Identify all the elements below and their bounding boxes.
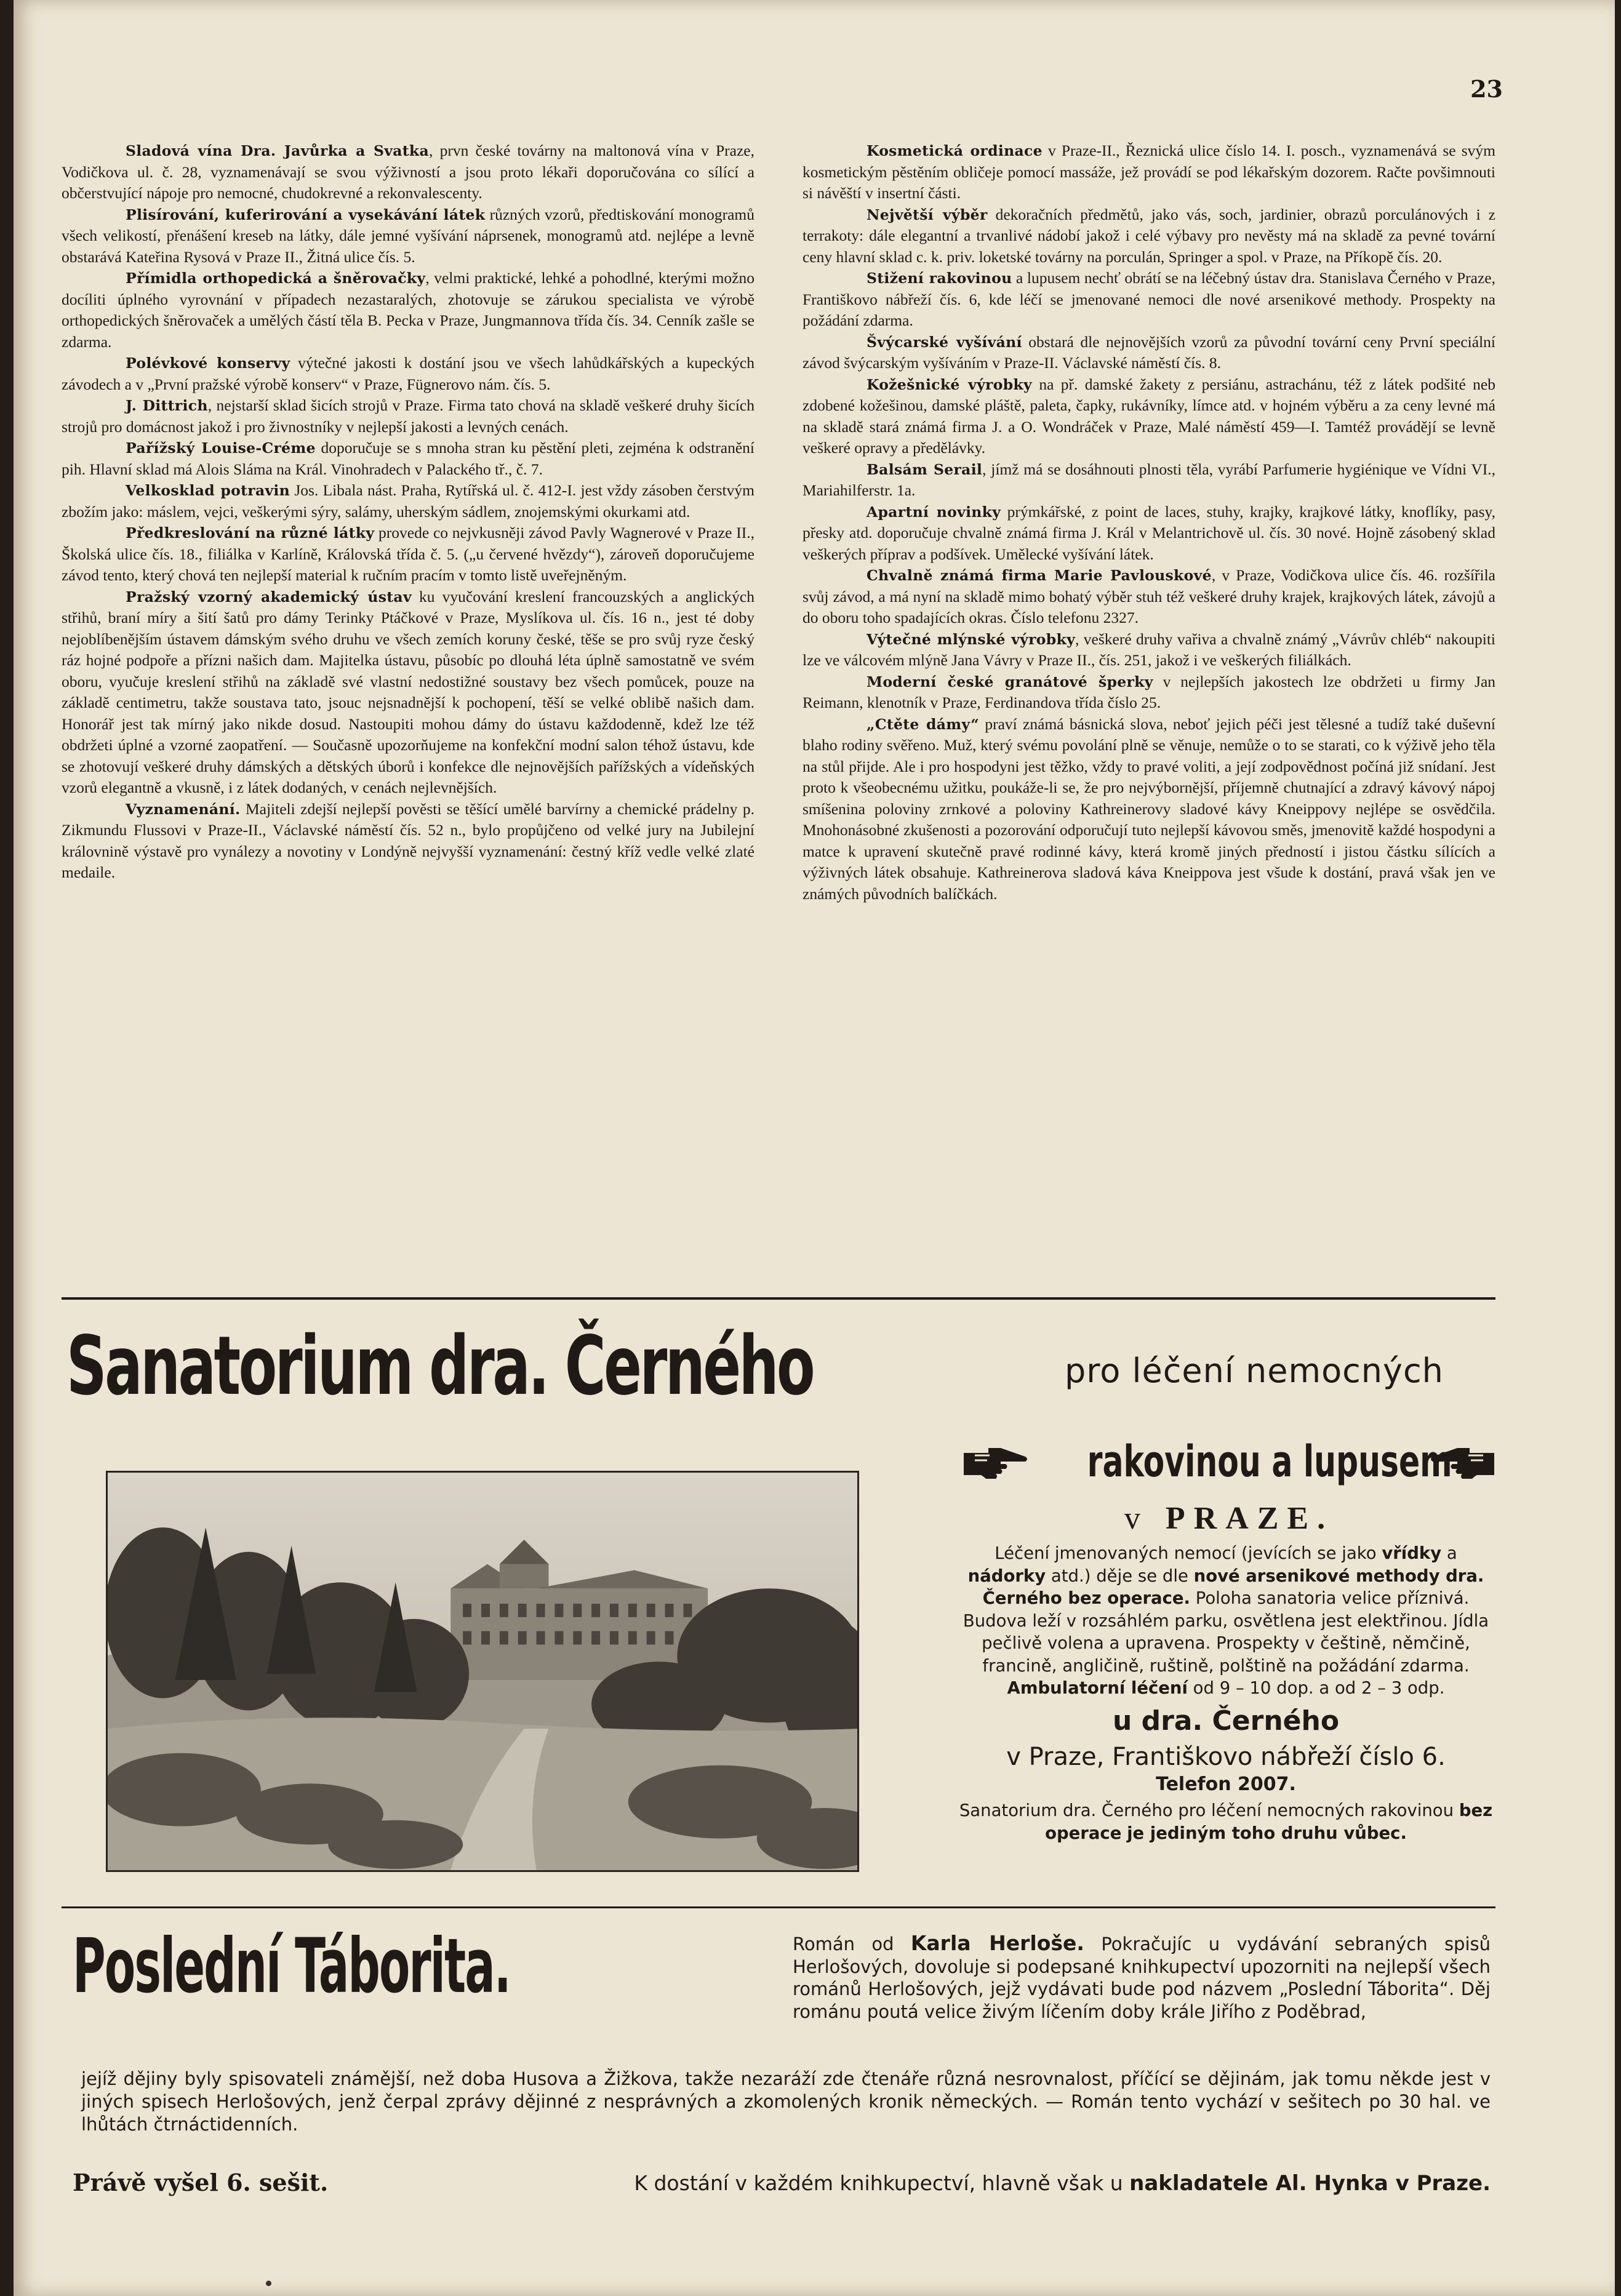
taborita-author: Karla Herloše. <box>910 1931 1084 1955</box>
classified-ad <box>802 268 1495 332</box>
classified-ad-title: Pražský vzorný akademický ústav <box>126 588 412 606</box>
sanatorium-disease-row <box>961 1434 1497 1489</box>
classified-ad <box>802 671 1495 714</box>
classified-ad-text: ku vyučování kreslení francouzských a anglických střihů, braní míry a šití šatů pro dámy Terinky Ptáčkové v Praze, Myslíkova ul. čís. 16 n., jest té doby nejoblíbenějším ústavem dámským svého druhu ve všech zemích koruny české, těše se pro svůj ryze český ráz hojné podpoře a přízni našich dam. Majitelka ústavu, působíc po dlouhá léta úplně samostatně ve svém oboru, vyučuje kreslení střihů na základě své vlastní nedostižné soustavy bez všech pomůcek, pouze na základě centimetru, takže soustava tato, jsouc nejsnadnější k pochopení, těší se velké oblibě našich dam. Honorář jest tak mírný jako nikde dosud. Nastoupiti mohou dámy do ústavu každodenně, kdež lze též obdržeti úplné a vzorné zaopatření. — Současně upozorňujeme na konfekční modní salon téhož ústavu, kde se zhotovují veškeré druhy dámských a dětských úborů i konfekce dle nejnovějších pařížských a vídeňských vzorů elegantně a vkusně, i z látek dodaných, v cenách nejlevnějších. <box>62 587 754 796</box>
classified-ad <box>802 204 1495 268</box>
sanatorium-building-illustration <box>108 1473 857 1870</box>
sanatorium-disease: rakovinou a lupusem <box>1087 1436 1452 1487</box>
classified-ad-text: dekoračních předmětů, jako vás, soch, jardinier, obrazů porculánových i z terrakoty: dále elegantní a trvanlivé nádobí jakož i celé výbavy pro nevěsty má na skladě za pevné tovární ceny hlavní sklad c. k. priv. loketské továrny na porculán, Springer a spol. v Praze, na Příkopě čís. 20. <box>802 205 1495 266</box>
classified-ad <box>62 438 754 480</box>
page-number: 23 <box>1470 75 1503 103</box>
sanatorium-footnote: Sanatorium dra. Černého pro léčení nemocných rakovinou bez operace je jediným toho druhu vůbec. <box>959 1801 1493 1843</box>
sanatorium-city-name: PRAZE. <box>1165 1501 1334 1536</box>
divider-rule <box>62 1906 1495 1908</box>
classified-ad-text: Jos. Libala nást. Praha, Rytířská ul. č. 412-I. jest vždy zásoben čerstvým zbožím jako: máslem, vejci, veškerými sýry, salámy, uherským sádlem, znojemskými okurkami atd. <box>62 481 754 521</box>
classified-ad <box>802 140 1495 204</box>
sanatorium-phone: Telefon 2007. <box>1156 1773 1296 1795</box>
classified-ad <box>62 480 754 522</box>
classified-ad-title: Balsám Serail <box>867 460 983 478</box>
classified-ad-title: Předkreslování na různé látky <box>126 524 375 542</box>
taborita-issue: Právě vyšel 6. sešit. <box>73 2169 329 2196</box>
classified-ad-title: Přímidla orthopedická a šněrovačky <box>126 270 426 287</box>
classified-ad-title: Velkosklad potravin <box>126 482 290 499</box>
classified-ad <box>62 586 754 799</box>
taborita-body: jejíž dějiny byly spisovateli známější, než doba Husova a Žižkova, takže nezaráží zde čtenáře různá nesrovnalost, příčící se dějinám, jak tomu někde jest v jiných spisech Herlošových, jenž čerpal zprávy dějinné z nesprávných a zkomolených kronik německých. — Román tento vychází v sešitech po 30 hal. ve lhůtách čtrnáctidenních. <box>81 2068 1491 2135</box>
sanatorium-photo <box>106 1471 859 1872</box>
taborita-intro: Román od Karla Herloše. Pokračujíc u vydávání sebraných spisů Herlošových, dovoluje si podepsané knihkupectví upozorniti na nejlepší všech románů Herlošových, jejž vydávati bude pod názvem „Poslední Táborita“. Děj románu poutá velice živým líčením doby krále Jiřího z Poděbrad, <box>793 1931 1491 2022</box>
classified-ad <box>802 502 1495 566</box>
classified-ad <box>62 268 754 353</box>
taborita-publisher: nakladatele Al. Hynka v Praze. <box>1129 2171 1491 2196</box>
classified-ad-text: obstará dle nejnovějších vzorů za původní tovární ceny První speciální závod švýcarským vyšíváním v Praze-II. Václavské náměstí čís. 8. <box>802 332 1495 372</box>
classified-ad-title: Švýcarské vyšívání <box>867 333 1022 351</box>
classified-ad-title: Největší výběr <box>867 206 988 223</box>
classified-ad <box>802 565 1495 629</box>
classified-ad-title: J. Dittrich <box>126 397 208 414</box>
classified-ad-title: „Ctěte dámy“ <box>867 715 980 733</box>
classified-ad-text: doporučuje se s mnoha stran ku pěstění pleti, zejména k odstranění pih. Hlavní sklad má Alois Sláma na Král. Vinohradech v Palackého tř., č. 7. <box>62 439 754 478</box>
classified-ad-title: Plisírování, kuferirování a vysekávání látek <box>126 206 486 223</box>
classified-ad-title: Kožešnické výrobky <box>867 375 1032 393</box>
classified-ad-title: Moderní české granátové šperky <box>867 673 1153 690</box>
classified-ad <box>62 204 754 268</box>
classified-ad-text: výtečné jakosti k dostání jsou ve všech lahůdkářských a kupeckých závodech a v „První pražské výrobě konserv“ v Praze, Fügnerovo nám. čís. 5. <box>62 354 754 393</box>
classified-ad-text: , v Praze, Vodičkova ulice čís. 46. rozšířila svůj závod, a má nyní na skladě mimo bohatý výběr stuh též veškeré druhy krajek, krajkových látek, závojů a do oboru toho spadajících okras. Číslo telefonu 2327. <box>802 566 1495 626</box>
classified-ad-title: Výtečné mlýnské výrobky <box>867 630 1076 648</box>
classified-ad-title: Kosmetická ordinace <box>867 142 1043 159</box>
sanatorium-doctor: u dra. Černého <box>1112 1705 1340 1737</box>
classified-ad-text: , velmi praktické, lehké a pohodlné, kterými možno docíliti úplného vyrovnání v případech nezastaralých, zhotovuje se zárukou specialista ve výrobě orthopedických šněrovaček a umělých částí těla B. Pecka v Praze, Jungmannova třída čís. 34. Cenník zašle se zdarma. <box>62 269 754 351</box>
classified-ad-text: , jímž má se dosáhnouti plnosti těla, vyrábí Parfumerie hygiénique ve Vídni VI., Mariahilferstr. 1a. <box>802 460 1495 499</box>
classified-ad-title: Pařížský Louise-Créme <box>126 439 316 457</box>
classified-ad-text: provede co nejvkusněji závod Pavly Wagnerové v Praze II., Školská ulice čís. 18., filiálka v Karlíně, Královská třída č. 5. („u červené hvězdy“), zároveň doporučujeme závod tento, který chová ten nejlepší material k ručním pracím v tomto listě uveřejněným. <box>62 524 754 584</box>
classified-ad-text: v Praze-II., Řeznická ulice číslo 14. I. posch., vyznamenává se svým kosmetickým pěstěním obličeje pomocí massáže, jež provádí se pod lékařským dozorem. Račte povšimnouti si návěští v insertní části. <box>802 142 1495 202</box>
classified-ad-title: Sladová vína Dra. Javůrka a Svatka <box>126 142 430 159</box>
classified-ad-text: , veškeré druhy vařiva a chvalně známý „Vávrův chléb“ nakoupiti lze ve válcovém mlýně Jana Vávry v Praze II., čís. 251, jakož i ve veškerých filiálkách. <box>802 630 1495 669</box>
classified-ad-text: , nejstarší sklad šicích strojů v Praze. Firma tato chová na skladě veškeré druhy šicích strojů pro domácnost jakož i pro živnostníky v nejlepší jakosti a levných cenách. <box>62 396 754 436</box>
classified-ad-text: Majiteli zdejší nejlepší pověsti se těšící umělé barvírny a chemické prádelny p. Zikmundu Flussovi v Praze-II., Václavské náměstí čís. 52 n., bylo propůjčeno od velké jury na Jubilejní královnině výstavě pro vynálezy a novotiny v Londýně nejvyšší vyznamenání: čestný kříž vedle velké zlaté medaile. <box>62 799 754 881</box>
classified-ad-title: Polévkové konservy <box>126 354 290 372</box>
sanatorium-city-prefix: v <box>1124 1501 1149 1536</box>
classified-ad-title: Stižení rakovinou <box>867 270 1012 287</box>
classified-ad-text: prýmkářské, z point de laces, stuhy, krajky, krajkové látky, knoflíky, pasy, přesky atd. doporučuje chvalně známá firma J. Král v Melantrichově ul. čís. 30 nové. Hojně zásobený sklad veškerých příprav a podšívek. Umělecké vyšívání látek. <box>802 502 1496 563</box>
classified-ad <box>802 374 1495 459</box>
classified-ad <box>62 353 754 395</box>
classified-ad-text: různých vzorů, předtiskování monogramů všech velikostí, přenášení kreseb na látky, dále jemné vyšívání náprsenek, monogramů atd. nejlépe a levně obstarává Kateřina Rysová v Praze II., Žitná ulice čís. 5. <box>62 205 754 266</box>
classified-ad-text: a lupusem nechť obrátí se na léčebný ústav dra. Stanislava Černého v Praze, Františkovo nábřeží čís. 6, kde léčí se jmenované nemoci dle nové arsenikové methody. Prospekty na požádání zdarma. <box>802 269 1495 329</box>
classified-ad-title: Apartní novinky <box>867 503 1001 521</box>
classified-ad-text: praví známá básnická slova, neboť jejich péči jest tělesné a tudíž také duševní blaho rodiny svěřeno. Muž, který svému povolání plně se věnuje, nemůže o to se starati, co k výživě jeho těla na stůl přijde. Ale i pro hospodyni jest těžko, vždy to pravé voliti, a její zodpovědnost počíná již snídaní. Jest proto k všeobecnému užitku, poukáže-li se, že pro nejvýbornější, příjemně chutnající a zdravý kávový nápoj smíšenina poloviny zrnkové a poloviny Kathreinerovy sladové kávy Kneippovy nejlépe se osvědčila. Mnohonásobné zkušenosti a pozorování odporučují tuto nejlepší kávovou směs, jmenovitě každé hospodyni a matce k upravení skutečně pravé rodinné kávy, která kromě jiných předností i jistou částku sílících a výživných látek obsahuje. Kathreinerova sladová káva Kneippova jest všude k dostání, pravá však jen ve známých původních balíčkách. <box>802 714 1496 903</box>
sanatorium-treatment-text: Léčení jmenovaných nemocí (jevících se jako vřídky a nádorky atd.) děje se dle nové arsenikové methody dra. Černého bez operace. Poloha sanatoria velice příznivá. Budova leží v rozsáhlém parku, osvětlena jest elektřinou. Jídla pečlivě volena a upravena. Prospekty v češtině, němčině, francině, angličině, ruštině, polštině na požádání zdarma. Ambulatorní léčení od 9 – 10 dop. a od 2 – 3 odp. <box>963 1543 1489 1698</box>
sanatorium-title: Sanatorium dra. Černého <box>66 1319 814 1414</box>
classified-ad <box>62 799 754 884</box>
classified-ad-text: , prvn české továrny na maltonová vína v Praze, Vodičkova ul. č. 28, vyznamenávají se svou výživností a jsou proto lékaři doporučována co sílící a občerstvující nápoje pro nemocné, chudokrevné a rekonvalescenty. <box>62 142 754 202</box>
classified-ad <box>62 395 754 438</box>
classified-ad <box>802 629 1495 671</box>
sanatorium-address: v Praze, Františkovo nábřeží číslo 6. <box>1006 1742 1446 1771</box>
pointing-hand-right-icon <box>961 1442 1029 1481</box>
sanatorium-city <box>961 1500 1497 1537</box>
newspaper-page <box>14 0 1615 2296</box>
divider-rule <box>62 1297 1495 1300</box>
taborita-title: Poslední Táborita. <box>73 1922 510 2010</box>
taborita-sale: K dostání v každém knihkupectví, hlavně však u nakladatele Al. Hynka v Praze. <box>634 2171 1491 2196</box>
classified-ad <box>802 714 1495 905</box>
ads-column-right <box>802 140 1495 905</box>
print-speck <box>266 2281 271 2286</box>
classified-ad-text: na př. damské žakety z persiánu, astrachánu, též z látek podšité neb zdobené kožešinou, damské pláště, paleta, čapky, rukávníky, límce atd. v hojném výběru a za ceny levné má na skladě stará známá firma J. a O. Wondráček v Praze, Malé náměstí 459—I. Tamtéž provádějí se levně veškeré opravy a předělávky. <box>802 375 1495 457</box>
classified-ad-text: v nejlepších jakostech lze obdržeti u firmy Jan Reimann, klenotník v Praze, Ferdinandova třída číslo 25. <box>802 672 1496 711</box>
classified-ad <box>802 459 1495 502</box>
classified-ad <box>62 140 754 204</box>
ads-column-left <box>62 140 754 884</box>
classified-ad <box>62 522 754 586</box>
sanatorium-description <box>955 1542 1497 1844</box>
classified-ad-title: Vyznamenání. <box>126 800 241 818</box>
classified-ad <box>802 332 1495 374</box>
classified-ad-title: Chvalně známá firma Marie Pavlouskové <box>867 567 1212 584</box>
sanatorium-subtitle: pro léčení nemocných <box>1065 1351 1444 1390</box>
